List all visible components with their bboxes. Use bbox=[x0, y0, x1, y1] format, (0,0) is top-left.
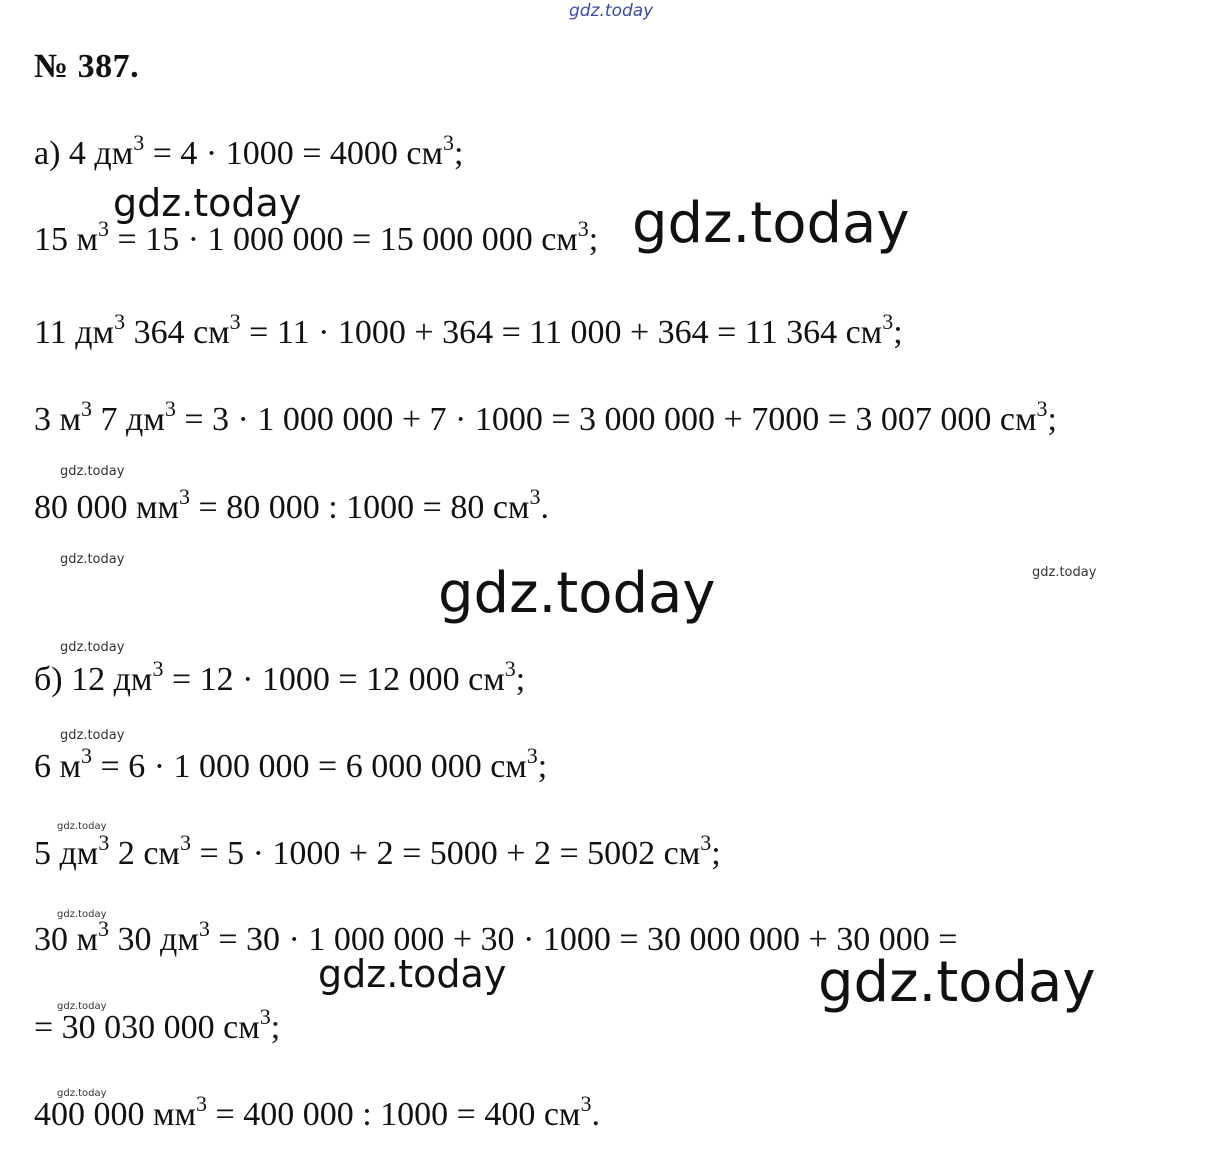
exercise-number: № 387. bbox=[34, 48, 140, 85]
text: 3 м bbox=[34, 401, 82, 438]
superscript: 3 bbox=[164, 396, 176, 421]
text: ; bbox=[588, 221, 599, 258]
watermark: gdz.today bbox=[57, 1001, 107, 1012]
text: а) 4 дм bbox=[34, 135, 134, 172]
superscript: 3 bbox=[1036, 396, 1048, 421]
superscript: 3 bbox=[98, 916, 110, 941]
superscript: 3 bbox=[152, 656, 164, 681]
superscript: 3 bbox=[529, 484, 541, 509]
superscript: 3 bbox=[504, 656, 516, 681]
text: 30 м bbox=[34, 921, 99, 958]
watermark: gdz.today bbox=[57, 821, 107, 832]
superscript: 3 bbox=[259, 1004, 271, 1029]
text: . bbox=[540, 489, 549, 526]
watermark: gdz.today bbox=[60, 552, 125, 567]
text: ; bbox=[1047, 401, 1057, 438]
superscript: 3 bbox=[526, 743, 538, 768]
text: = 6 · 1 000 000 = 6 000 000 см bbox=[92, 748, 527, 785]
text: = 80 000 : 1000 = 80 см bbox=[190, 489, 530, 526]
superscript: 3 bbox=[179, 830, 191, 855]
text: 2 см bbox=[109, 835, 180, 872]
watermark: gdz.today bbox=[1032, 565, 1097, 580]
text: ; bbox=[537, 748, 548, 785]
superscript: 3 bbox=[882, 309, 894, 334]
text: . bbox=[591, 1096, 600, 1133]
watermark: gdz.today bbox=[632, 191, 910, 256]
text: = 400 000 : 1000 = 400 см bbox=[207, 1096, 581, 1133]
text: 364 см bbox=[125, 314, 230, 351]
superscript: 3 bbox=[229, 309, 241, 334]
watermark: gdz.today bbox=[318, 952, 507, 996]
superscript: 3 bbox=[179, 484, 191, 509]
superscript: 3 bbox=[81, 743, 93, 768]
line-b1 bbox=[34, 656, 526, 700]
superscript: 3 bbox=[98, 216, 110, 241]
text: = 12 · 1000 = 12 000 см bbox=[163, 661, 505, 698]
superscript: 3 bbox=[98, 830, 110, 855]
text: 15 м bbox=[34, 221, 99, 258]
text: ; bbox=[893, 314, 903, 351]
text: 80 000 мм bbox=[34, 489, 180, 526]
line-b3 bbox=[34, 830, 721, 874]
text: = 3 · 1 000 000 + 7 · 1000 = 3 000 000 + 7000 = 3 007 000 см bbox=[175, 401, 1037, 438]
text: 30 дм bbox=[109, 921, 199, 958]
superscript: 3 bbox=[133, 130, 145, 155]
text: б) 12 дм bbox=[34, 661, 153, 698]
watermark: gdz.today bbox=[57, 1088, 107, 1099]
text: = 5 · 1000 + 2 = 5000 + 2 = 5002 см bbox=[190, 835, 701, 872]
text: 5 дм bbox=[34, 835, 99, 872]
watermark: gdz.today bbox=[438, 561, 716, 626]
watermark: gdz.today bbox=[113, 181, 302, 225]
superscript: 3 bbox=[198, 916, 210, 941]
line-b2 bbox=[34, 743, 548, 787]
watermark: gdz.today bbox=[60, 728, 125, 743]
text: ; bbox=[454, 135, 464, 172]
text: 6 м bbox=[34, 748, 82, 785]
line-b4 bbox=[34, 916, 958, 960]
text: ; bbox=[515, 661, 526, 698]
superscript: 3 bbox=[700, 830, 712, 855]
line-a2 bbox=[34, 216, 599, 260]
superscript: 3 bbox=[196, 1091, 208, 1116]
text: = 11 · 1000 + 364 = 11 000 + 364 = 11 364 см bbox=[240, 314, 883, 351]
watermark: gdz.today bbox=[57, 909, 107, 920]
superscript: 3 bbox=[114, 309, 126, 334]
superscript: 3 bbox=[81, 396, 93, 421]
text: ; bbox=[270, 1009, 281, 1046]
text: ; bbox=[711, 835, 721, 872]
line-a1 bbox=[34, 130, 464, 174]
superscript: 3 bbox=[580, 1091, 592, 1116]
text: 11 дм bbox=[34, 314, 115, 351]
line-a4 bbox=[34, 396, 1057, 440]
superscript: 3 bbox=[577, 216, 589, 241]
text: = 30 030 000 см bbox=[34, 1009, 260, 1046]
watermark-top: gdz.today bbox=[569, 1, 654, 21]
line-a5 bbox=[34, 484, 549, 528]
text: = 30 · 1 000 000 + 30 · 1000 = 30 000 000 + 30 000 = bbox=[209, 921, 958, 958]
line-a3 bbox=[34, 309, 903, 353]
text: = 4 · 1000 = 4000 см bbox=[144, 135, 444, 172]
text: 400 000 мм bbox=[34, 1096, 197, 1133]
watermark: gdz.today bbox=[60, 464, 125, 479]
text: = 15 · 1 000 000 = 15 000 000 см bbox=[109, 221, 578, 258]
watermark: gdz.today bbox=[60, 640, 125, 655]
superscript: 3 bbox=[443, 130, 455, 155]
watermark: gdz.today bbox=[818, 950, 1096, 1015]
text: 7 дм bbox=[92, 401, 165, 438]
